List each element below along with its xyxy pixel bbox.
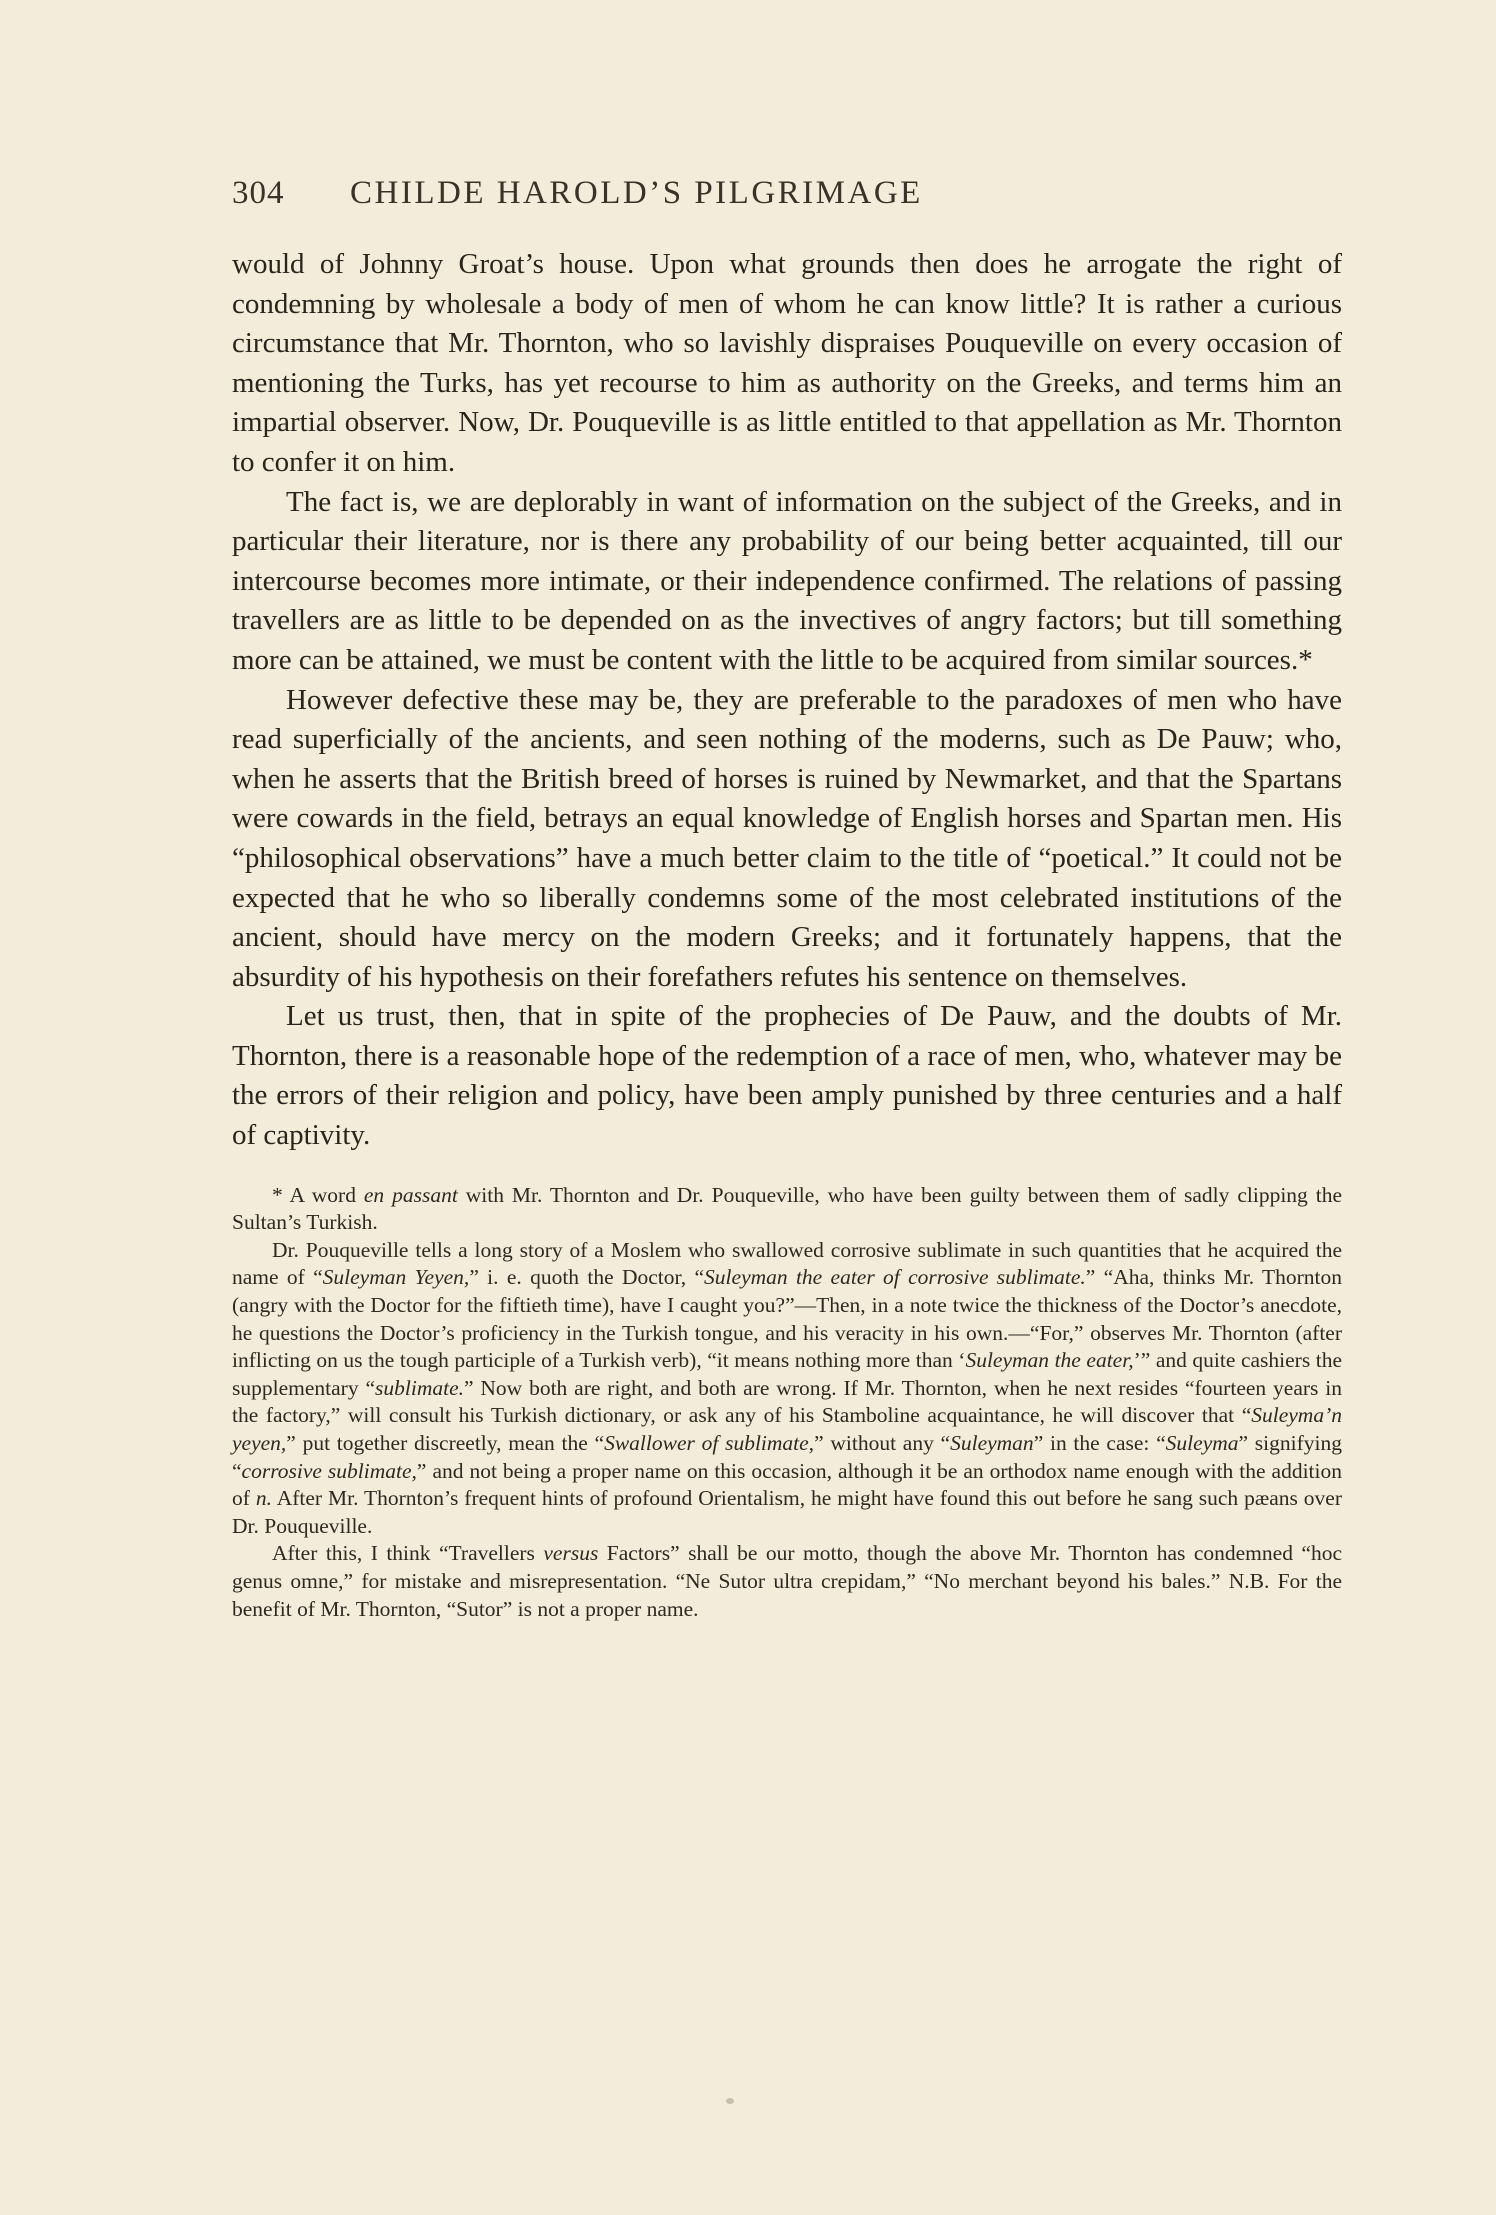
page-number: 304 [232,175,285,211]
fn-text: with Mr. Thornton and Dr. Pouqueville, who have been guilty between them of sadly clipping the Sultan’s Turkish. [232,1182,1342,1235]
fn-text: Factors” shall be our motto, though the above Mr. Thornton has condemned “hoc genus omne,” for mistake and misrepresentation. “Ne Sutor ultra crepidam,” “No merchant beyond his bales.” N.B. For the benefit of Mr. Thornton, “Sutor” is not a proper name. [232,1541,1342,1621]
fn-italic: Suleyma’n yeyen, [232,1403,1342,1455]
fn-text: ” put together discreetly, mean the “ [286,1431,605,1455]
paragraph-4: Let us trust, then, that in spite of the prophecies of De Pauw, and the doubts of Mr. Thornton, there is a reasonable hope of the redemption of a race of men, who, whatever may be the errors of their religion and policy, have been amply punished by three centuries and a half of captivity. [232,1000,1342,1152]
fn-italic: Suleyman [950,1431,1034,1455]
fn-italic: Suleyman Yeyen, [322,1265,470,1290]
running-title: CHILDE HAROLD’S PILGRIMAGE [350,175,923,211]
fn-italic: en passant [363,1182,458,1207]
paragraph-2: The fact is, we are deplorably in want of information on the subject of the Greeks, and in particular their literature, nor is there any probability of our being better acquainted, till our intercourse becomes more intimate, or their independence confirmed. The relations of passing travellers are as little to be depended on as the invectives of angry factors; but till something more can be attained, we must be content with the little to be acquired from similar sources.* [232,485,1342,676]
fn-text: ” in the case: “ [1033,1431,1166,1455]
fn-text: * A word [272,1182,364,1207]
paragraph-1: would of Johnny Groat’s house. Upon what grounds then does he arrogate the right of condemning by wholesale a body of men of whom he can know little? It is rather a curious circumstance that Mr. Thornton, who so lavishly dispraises Pouqueville on every occasion of mentioning the Turks, has yet recourse to him as authority on the Greeks, and terms him an impartial observer. Now, Dr. Pouqueville is as little entitled to that appellation as Mr. Thornton to confer it on him. [232,248,1342,478]
ink-speck [726,2098,734,2104]
fn-text: ” and not being a proper name on this occasion, although it be an orthodox name enough with the addition of [232,1458,1342,1511]
book-page [232,175,1342,1623]
main-text [232,245,1342,1156]
fn-italic: Suleyman the eater, [965,1348,1134,1373]
fn-italic: n. [255,1486,272,1511]
fn-italic: Swallower of sublimate, [604,1431,815,1455]
footnote-1 [232,1182,1342,1237]
paragraph-3: However defective these may be, they are preferable to the paradoxes of men who have read superficially of the ancients, and seen nothing of the moderns, such as De Pauw; who, when he asserts that the British breed of horses is ruined by Newmarket, and that the Spartans were cowards in the field, betrays an equal knowledge of English horses and Spartan men. His “philosophical observations” have a much better claim to the title of “poetical.” It could not be expected that he who so liberally condemns some of the most celebrated institutions of the ancient, should have mercy on the modern Greeks; and it fortunately happens, that the absurdity of his hypothesis on their forefathers refutes his sentence on themselves. [232,683,1342,993]
fn-text: ” without any “ [814,1431,951,1455]
fn-italic: Suleyma [1165,1431,1239,1455]
fn-text: ” i. e. quoth the Doctor, “ [469,1265,705,1290]
fn-text: Dr. Pouqueville tells a long story of a Moslem who swallowed corrosive sublimate in such quantities that he acquired the name of “ [232,1237,1342,1290]
fn-text: ” “Aha, thinks Mr. Thornton (angry with the Doctor for the fiftieth time), have I caught you?”—Then, in a note twice the thickness of the Doctor’s anecdote, he questions the Doctor’s proficiency in the Turkish tongue, and his veracity in his own.—“For,” observes Mr. Thornton (after inflicting on us the tough participle of a Turkish verb), “it means nothing more than ‘ [232,1265,1343,1373]
footnote-3 [232,1540,1342,1623]
fn-text: ” Now both are right, and both are wrong. If Mr. Thornton, when he next resides “fourteen years in the factory,” will consult his Turkish dictionary, or ask any of his Stamboline acquaintance, he will discover that “ [232,1375,1342,1428]
footnote-2 [232,1237,1342,1541]
fn-italic: versus [543,1541,599,1566]
fn-italic: corrosive sublimate, [241,1458,417,1483]
fn-text: ’” and quite cashiers the supplementary “ [232,1348,1343,1400]
fn-text: ” signifying “ [232,1431,1342,1483]
fn-text: After Mr. Thornton’s frequent hints of profound Orientalism, he might have found this out before he sang such pæans over Dr. Pouqueville. [232,1486,1342,1538]
fn-italic: sublimate. [375,1375,464,1400]
page-header [232,175,1342,223]
fn-italic: Suleyman the eater of corrosive sublimate. [704,1265,1086,1290]
fn-text: After this, I think “Travellers [272,1541,544,1566]
footnotes [232,1182,1342,1624]
